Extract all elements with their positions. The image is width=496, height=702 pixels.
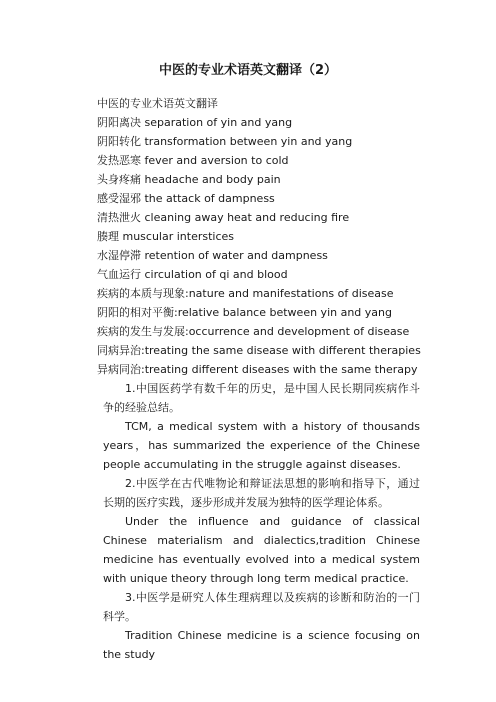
term-item: 发热恶寒 fever and aversion to cold xyxy=(97,154,289,167)
term-item: 阴阳离决 separation of yin and yang xyxy=(97,116,293,129)
term-item: 感受湿邪 the attack of dampness xyxy=(97,192,275,205)
term-item: 异病同治:treating different diseases with the same therapy xyxy=(97,363,418,376)
term-item: 气血运行 circulation of qi and blood xyxy=(97,268,288,281)
term-item: 头身疼痛 headache and body pain xyxy=(97,173,281,186)
paragraph-zh: 1.中国医药学有数千年的历史，是中国人民长期同疾病作斗争的经验总结。 xyxy=(103,382,420,414)
paragraph-en: TCM, a medical system with a history of thousands years，has summarized the experience of the Chinese people accumulating in the struggle against diseases. xyxy=(103,420,420,471)
paragraph-zh: 2.中医学在古代唯物论和辩证法思想的影响和指导下，通过长期的医疗实践，逐步形成并发展为独特的医学理论体系。 xyxy=(103,477,420,509)
term-item: 水湿停滞 retention of water and dampness xyxy=(97,249,328,262)
term-item: 同病异治:treating the same disease with different therapies xyxy=(97,344,421,357)
paragraph-en: Tradition Chinese medicine is a science focusing on the study xyxy=(103,629,420,661)
body-paragraphs xyxy=(103,379,420,664)
term-item: 阴阳转化 transformation between yin and yang xyxy=(97,135,353,148)
term-item: 疾病的本质与现象:nature and manifestations of disease xyxy=(97,287,394,300)
term-item: 疾病的发生与发展:occurrence and development of disease xyxy=(97,325,410,338)
paragraph-en: Under the influence and guidance of classical Chinese materialism and dialectics,tradition Chinese medicine has eventually evolved into a medical system with unique theory through long term medical practice. xyxy=(103,515,420,585)
document-title: 中医的专业术语英文翻译（2） xyxy=(158,63,338,78)
term-item: 腠理 muscular interstices xyxy=(97,230,235,243)
term-item: 阴阳的相对平衡:relative balance between yin and yang xyxy=(97,306,392,319)
paragraph-zh: 3.中医学是研究人体生理病理以及疾病的诊断和防治的一门科学。 xyxy=(103,591,420,623)
term-item: 清热泄火 cleaning away heat and reducing fire xyxy=(97,211,350,224)
term-list-heading: 中医的专业术语英文翻译 xyxy=(97,97,218,110)
term-list xyxy=(97,94,437,379)
